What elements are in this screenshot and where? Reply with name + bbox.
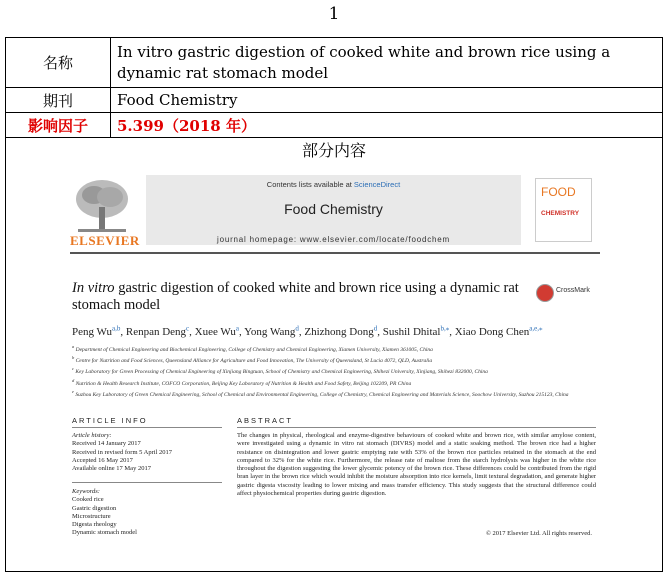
row-value-journal: Food Chemistry [111, 88, 663, 113]
author: Xuee Wu$^a$, [194, 324, 245, 338]
keywords-rule [72, 482, 222, 483]
author: Yong Wang$^d$, [244, 324, 305, 338]
history-item: Received 14 January 2017 [72, 440, 141, 448]
table-row [6, 88, 663, 113]
affiliations [72, 343, 600, 399]
partial-content-heading: 部分内容 [301, 141, 366, 160]
paper-title [72, 280, 527, 314]
history-item: Available online 17 May 2017 [72, 465, 151, 473]
journal-cover [535, 178, 592, 242]
title-rest: gastric digestion of cooked white and brown rice using a dynamic rat stomach model [72, 280, 519, 313]
author: Peng Wu$^{a,b}$, [72, 324, 126, 338]
author: Xiao Dong Chen$^{a,e,⁎}$ [454, 324, 543, 338]
article-history [72, 432, 222, 473]
author: Zhizhong Dong$^d$, [304, 324, 383, 338]
affiliation: $^c$ Key Laboratory for Green Processing of Chemical Engineering of Xinjiang Bingtuan, School of Chemistry and Chemical Engineering, Shihezi University, Xinjiang, Shihezi 832000, China [72, 366, 488, 376]
elsevier-tree-icon [72, 177, 132, 235]
abstract-rule [237, 427, 596, 428]
row-label-name: 名称 [6, 38, 111, 88]
affiliation: $^b$ Centre for Nutrition and Food Sciences, Queensland Alliance for Agriculture and Food Innovation, The University of Queensland, St Lucia 4072, QLD, Australia [72, 355, 433, 365]
article-info-heading: ARTICLE INFO [72, 416, 148, 425]
header-rule [70, 252, 600, 254]
info-table [5, 37, 663, 138]
article-info-rule [72, 427, 222, 428]
keyword: Cooked rice [72, 496, 104, 504]
affiliation: $^a$ Department of Chemical Engineering and Biochemical Engineering, College of Chemistry and Chemical Engineering, Xiamen University, Xiamen 361005, China [72, 344, 433, 353]
crossmark-label: CrossMark [556, 287, 590, 294]
row-value-impact: 5.399（2018 年） [111, 113, 663, 138]
keyword: Microstructure [72, 512, 111, 520]
author-list [72, 324, 600, 338]
journal-homepage[interactable]: journal homepage: www.elsevier.com/locate/foodchem [217, 235, 450, 244]
row-value-name: In vitro gastric digestion of cooked white and brown rice using a dynamic rat stomach model [111, 38, 663, 88]
journal-name: Food Chemistry [284, 201, 383, 217]
journal-header [70, 175, 600, 249]
author: Sushil Dhital$^{b,⁎}$, [382, 324, 455, 338]
paper-excerpt [70, 168, 600, 568]
table-row [6, 113, 663, 138]
copyright: © 2017 Elsevier Ltd. All rights reserved. [485, 530, 592, 537]
history-item: Received in revised form 5 April 2017 [72, 448, 173, 456]
publisher-logo: ELSEVIER [70, 233, 140, 248]
history-item: Accepted 16 May 2017 [72, 456, 133, 464]
contents-prefix: Contents lists available at [266, 180, 354, 189]
keyword: Digesta rheology [72, 521, 117, 529]
keyword: Gastric digestion [72, 504, 117, 512]
page-number: 1 [328, 4, 340, 24]
table-row [6, 38, 663, 88]
keyword: Dynamic stomach model [72, 529, 137, 537]
crossmark-icon [536, 284, 554, 302]
cover-title-food: FOOD [541, 185, 576, 199]
keywords-label: Keywords: [72, 488, 100, 495]
cover-title-chemistry: CHEMISTRY [541, 210, 580, 217]
title-italic: In vitro [72, 280, 115, 296]
contents-line [146, 180, 521, 189]
history-label: Article history: [72, 432, 112, 439]
affiliation: $^e$ Suzhou Key Laboratory of Green Chemical Engineering, School of Chemical and Environmental Engineering, College of Chemistry, Chemical Engineering and Materials Science, Soochow University, Suzhou 215123, China [72, 388, 569, 398]
abstract-heading: ABSTRACT [237, 416, 294, 425]
author: Renpan Deng$^c$, [125, 324, 195, 338]
journal-banner [146, 175, 521, 245]
row-label-journal: 期刊 [6, 88, 111, 113]
affiliation: $^d$ Nutrition & Health Research Institute, COFCO Corporation, Beijing Key Laboratory of Nutrition & Health and Food Safety, Beijing 102209, PR China [72, 377, 412, 387]
keywords [72, 488, 222, 538]
abstract-text: The changes in physical, rheological and enzyme-digestive behaviours of cooked white and brown rice, with similar amylose content, were investigated using a dynamic in vitro rat stomach (DIVRS) model and a static soaking method. The brown rice had a higher resistance on disintegration and lower gastric emptying rate with 53% of the brown rice particles retained in the stomach at the end compared to 32% for the white rice. Furthermore, the release rate of maltose from the starch hydrolysis was higher in the white rice throughout the digestion suggesting the lower glycemic potency of the brown rice. These differences could be contributed from the rigid bran layer in the brown rice which would inhibit the moisture absorption into rice kernels, limit textural degradation, and generate higher gastric digesta viscosity leading to lower mixing and mass transfer efficiency. This study suggests that the structural difference could affect physiochemical properties during gastric digestion. [237, 432, 596, 498]
row-label-impact: 影响因子 [6, 113, 111, 138]
sciencedirect-link[interactable]: ScienceDirect [353, 180, 401, 189]
